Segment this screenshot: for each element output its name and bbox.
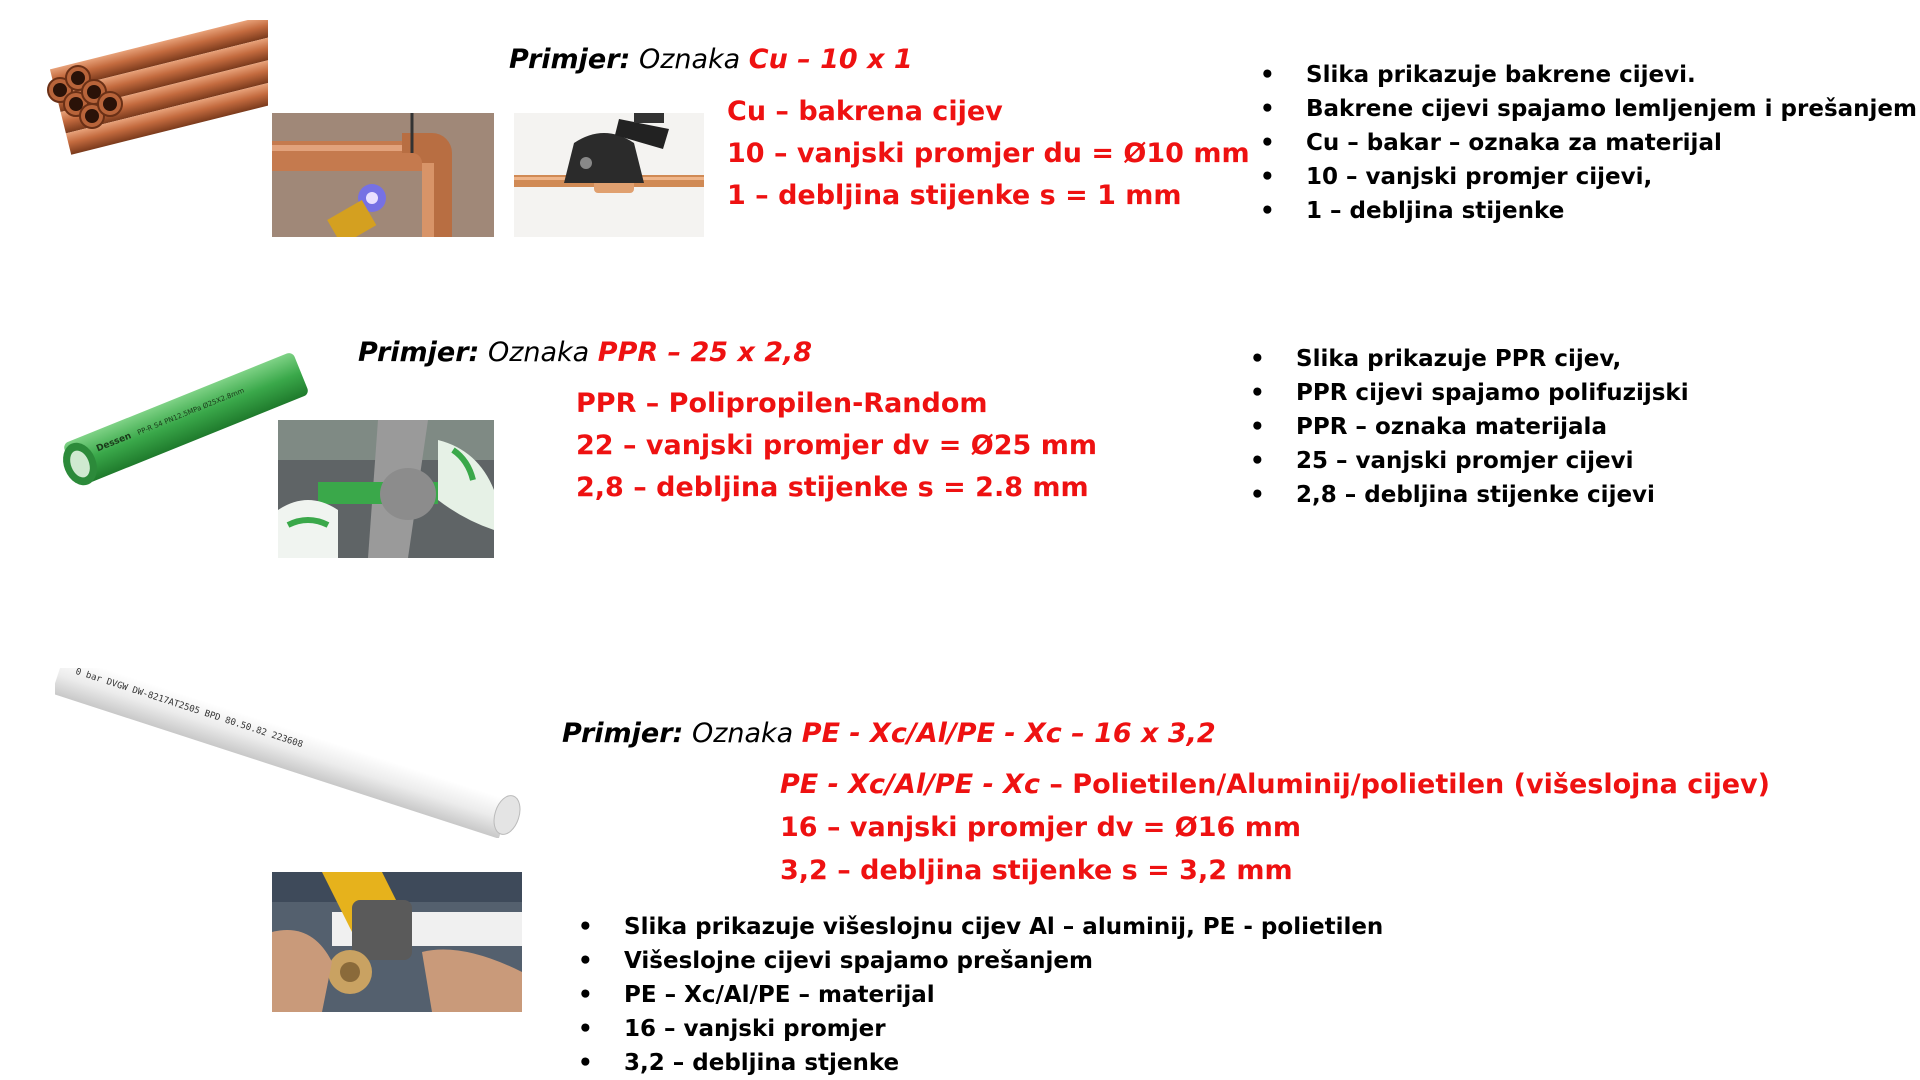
list-item: • Slika prikazuje PPR cijev, [1248, 342, 1689, 376]
example-prefix: Primjer: [562, 718, 684, 749]
example-3-explanation [780, 764, 1770, 892]
list-item: • Bakrene cijevi spajamo lemljenjem i prešanjem [1258, 92, 1917, 126]
explanation-line [780, 764, 1770, 806]
ppr-bullet-list [1248, 342, 1689, 512]
multilayer-pipe-image [55, 668, 525, 838]
list-item: • 2,8 – debljina stijenke cijevi [1248, 478, 1689, 512]
list-item: • PPR cijevi spajamo polifuzijski [1248, 376, 1689, 410]
copper-press-photo [514, 113, 704, 237]
ppr-pipe-image [50, 340, 312, 500]
material-description: – Polietilen/Aluminij/polietilen (višeslojna cijev) [1040, 769, 1770, 800]
example-code: PE - Xc/Al/PE - Xc – 16 x 3,2 [801, 718, 1216, 749]
list-item: • Višeslojne cijevi spajamo prešanjem [576, 944, 1383, 978]
list-item: • 25 – vanjski promjer cijevi [1248, 444, 1689, 478]
example-label: Oznaka [487, 337, 590, 368]
multilayer-bullet-list [576, 910, 1383, 1080]
multilayer-press-photo [272, 872, 522, 1012]
list-item: • PE – Xc/Al/PE – materijal [576, 978, 1383, 1012]
list-item: • Cu – bakar – oznaka za materijal [1258, 126, 1917, 160]
explanation-line: 3,2 – debljina stijenke s = 3,2 mm [780, 855, 1293, 886]
explanation-line: 10 – vanjski promjer du = Ø10 mm [727, 138, 1250, 169]
material-code: PE - Xc/Al/PE - Xc [780, 769, 1040, 800]
ppr-brand-print: Dessen [95, 431, 133, 455]
list-item: • 1 – debljina stijenke [1258, 194, 1917, 228]
copper-pipes-image [38, 20, 268, 155]
example-label: Oznaka [638, 44, 741, 75]
list-item: • Slika prikazuje višeslojnu cijev Al – aluminij, PE - polietilen [576, 910, 1383, 944]
list-item: • PPR – oznaka materijala [1248, 410, 1689, 444]
copper-bullet-list [1258, 58, 1917, 228]
list-item: • 3,2 – debljina stjenke [576, 1046, 1383, 1080]
explanation-line: Cu – bakrena cijev [727, 96, 1003, 127]
list-item: • 16 – vanjski promjer [576, 1012, 1383, 1046]
ppr-spec-print: PP-R S4 PN12.5MPa Ø25X2.8mm [136, 386, 246, 437]
copper-soldering-photo [272, 113, 494, 237]
example-1-explanation [727, 91, 1250, 217]
explanation-line: PPR – Polipropilen-Random [576, 388, 988, 419]
example-3-heading [562, 718, 1216, 749]
example-code: Cu – 10 x 1 [748, 44, 913, 75]
example-2-heading [358, 337, 812, 368]
list-item: • 10 – vanjski promjer cijevi, [1258, 160, 1917, 194]
example-label: Oznaka [691, 718, 794, 749]
example-prefix: Primjer: [358, 337, 480, 368]
ppr-welding-photo [278, 420, 494, 558]
explanation-line: 1 – debljina stijenke s = 1 mm [727, 180, 1182, 211]
example-code: PPR – 25 x 2,8 [597, 337, 813, 368]
explanation-line: 2,8 – debljina stijenke s = 2.8 mm [576, 472, 1089, 503]
list-item: • Slika prikazuje bakrene cijevi. [1258, 58, 1917, 92]
example-1-heading [509, 44, 913, 75]
pe-pipe-print: 0 bar DVGW DW-8217AT2505 BPD 80.50.82 223608 [74, 668, 304, 751]
example-2-explanation [576, 383, 1097, 509]
example-prefix: Primjer: [509, 44, 631, 75]
explanation-line: 22 – vanjski promjer dv = Ø25 mm [576, 430, 1098, 461]
explanation-line: 16 – vanjski promjer dv = Ø16 mm [780, 812, 1302, 843]
